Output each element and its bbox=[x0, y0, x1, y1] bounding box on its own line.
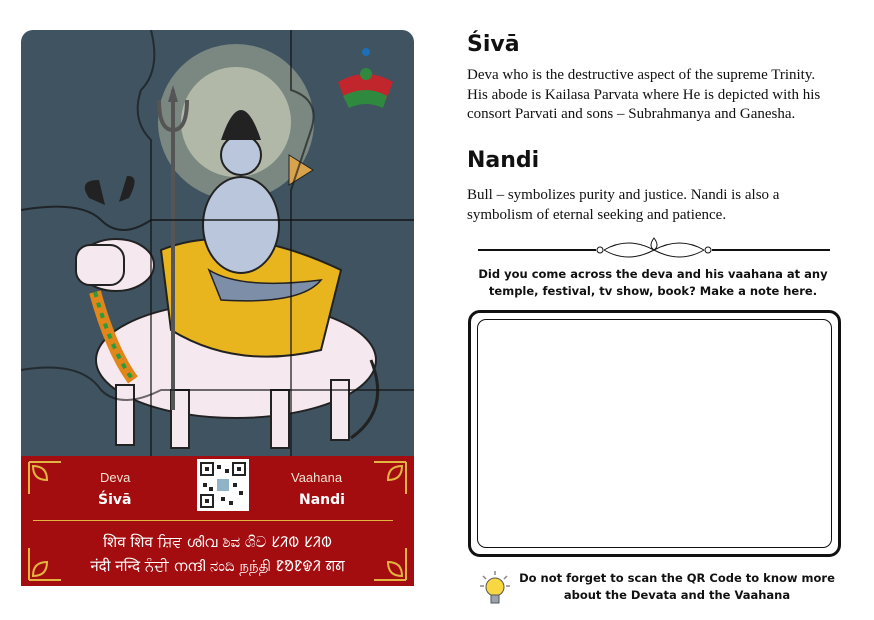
deity-card bbox=[21, 30, 414, 586]
note-prompt: Did you come across the deva and his vaahana at any temple, festival, tv show, book? Make a note here. bbox=[478, 267, 828, 298]
vaahana-name-scripts: नंदी नन्दि ਨੰਦੀ നന്ദി ನಂದಿ நந்தி ᱱᱚᱱᱫᱤ ꠘꠘ bbox=[90, 557, 345, 575]
deva-name: Śivā bbox=[98, 492, 132, 508]
peacock-logo-icon bbox=[338, 48, 393, 108]
vaahana-name: Nandi bbox=[299, 492, 345, 508]
vaahana-description: Bull – symbolizes purity and justice. Nandi is also a symbolism of eternal seeking and patience. bbox=[467, 187, 780, 223]
vaahana-title: Nandi bbox=[467, 148, 540, 173]
deva-description: Deva who is the destructive aspect of the supreme Trinity. His abode is Kailasa Parvata where He is depicted with his consort Parvati and sons – Subrahmanya and Ganesha. bbox=[467, 67, 821, 122]
siva-nandi-illustration bbox=[21, 30, 414, 456]
corner-ornament-icon bbox=[27, 460, 63, 496]
ornamental-divider bbox=[478, 236, 830, 264]
deva-label: Deva bbox=[100, 470, 131, 485]
corner-ornament-icon bbox=[372, 460, 408, 496]
scan-qr-note: Do not forget to scan the QR Code to know more about the Devata and the Vaahana bbox=[519, 571, 835, 602]
note-box-inner bbox=[477, 319, 832, 548]
deva-title: Śivā bbox=[467, 32, 520, 57]
qr-code-icon[interactable] bbox=[197, 459, 249, 511]
vaahana-label: Vaahana bbox=[291, 470, 343, 485]
card-banner bbox=[21, 456, 414, 586]
banner-rule bbox=[33, 520, 393, 521]
deva-name-scripts: शिव शिव ਸ਼ਿਵ ശിവ ಶಿವ ශිව ᱥᱤᱵ ᱥᱤᱵ bbox=[103, 533, 332, 551]
bulb-icon bbox=[480, 570, 510, 608]
note-box[interactable] bbox=[468, 310, 841, 557]
